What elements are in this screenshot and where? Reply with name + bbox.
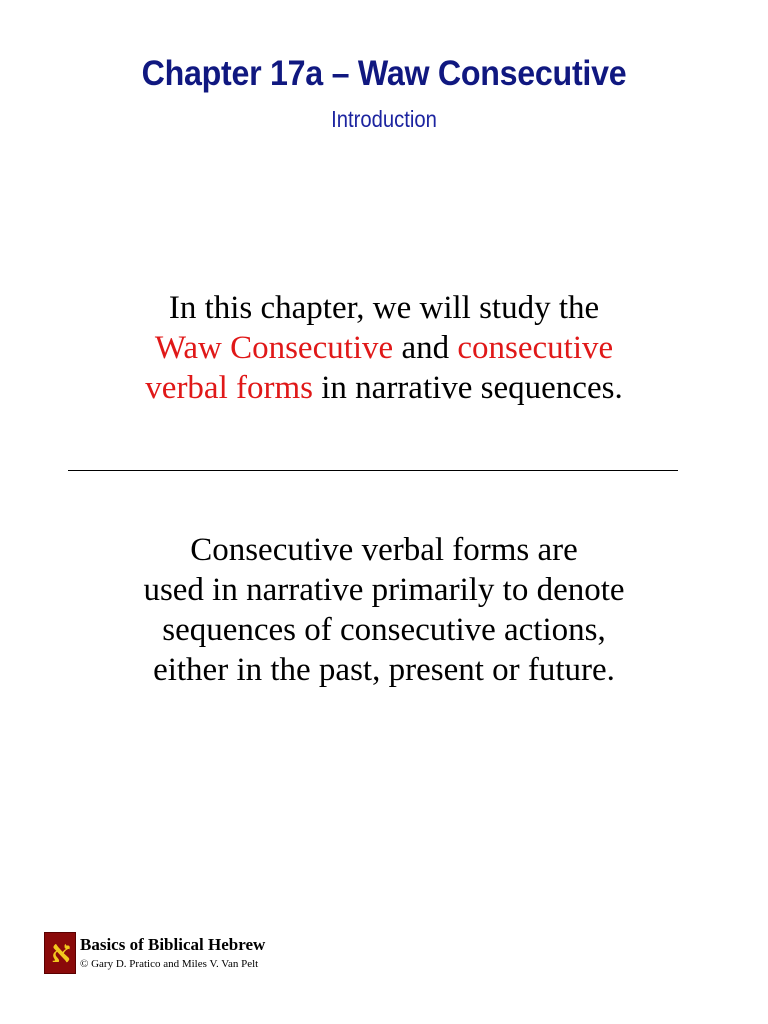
highlight-waw-consecutive: Waw Consecutive <box>154 330 394 366</box>
intro-paragraph <box>0 288 768 408</box>
body-paragraph <box>0 530 768 690</box>
body-line-2: used in narrative primarily to denote <box>143 572 625 608</box>
intro-line-3 <box>0 368 768 408</box>
body-line-4: either in the past, present or future. <box>153 652 615 688</box>
page-subtitle: Introduction <box>331 106 437 132</box>
intro-line-1: In this chapter, we will study the <box>168 290 600 326</box>
body-line-1: Consecutive verbal forms are <box>190 532 578 568</box>
section-divider <box>68 470 678 471</box>
intro-line-3-rest: in narrative sequences. <box>313 370 623 406</box>
aleph-logo-icon <box>44 932 76 974</box>
copyright-notice: © Gary D. Pratico and Miles V. Van Pelt <box>80 958 259 970</box>
highlight-verbal-forms: verbal forms <box>145 370 313 406</box>
aleph-glyph: א <box>51 935 71 970</box>
highlight-consecutive: consecutive <box>457 330 614 366</box>
intro-line-2 <box>0 328 768 368</box>
book-title: Basics of Biblical Hebrew <box>80 935 266 954</box>
body-line-3: sequences of consecutive actions, <box>162 612 606 648</box>
page-title: Chapter 17a – Waw Consecutive <box>141 54 627 93</box>
intro-joiner: and <box>393 330 458 366</box>
